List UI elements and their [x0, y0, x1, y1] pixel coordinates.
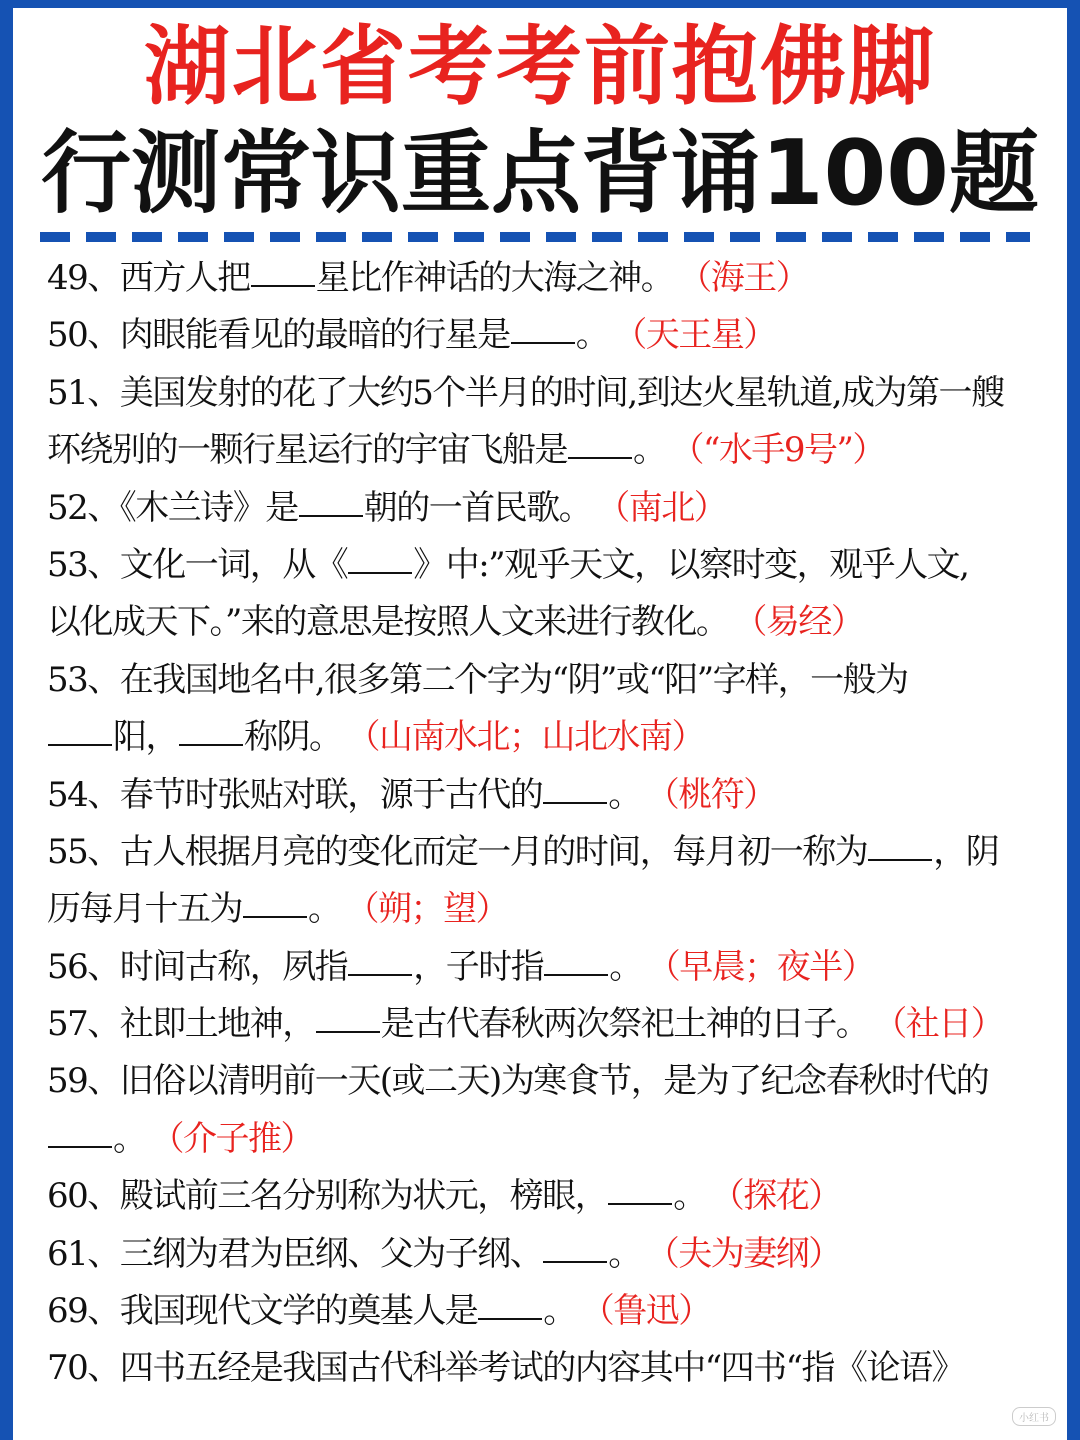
question-line: 53、在我国地名中,很多第二个字为“阴”或“阳”字样，一般为 [47, 659, 908, 700]
answer-text: （夫为妻纲） [662, 1233, 841, 1274]
question-line: 50、肉眼能看见的最暗的行星是 。 （天王星） [47, 315, 776, 356]
question-line: 历每月十五为 。 （朔；望） [47, 889, 508, 930]
dashed-divider [40, 232, 1030, 242]
question-line: 70、四书五经是我国古代科举考试的内容其中“四书“指《论语》 [47, 1348, 965, 1389]
answer-text: （南北） [613, 487, 727, 528]
answer-text: （鲁迅） [597, 1291, 711, 1332]
question-line: 56、时间古称，夙指 ，子时指 。 （早晨；夜半） [47, 946, 875, 987]
question-line: 57、社即土地神， 是古代春秋两次祭祀土神的日子。 （社日） [47, 1004, 1004, 1045]
answer-blank [299, 513, 363, 517]
question-line: 55、古人根据月亮的变化而定一月的时间，每月初一称为 ，阴 [47, 831, 999, 872]
answer-text: （朔；望） [362, 889, 508, 930]
answer-blank [348, 972, 412, 976]
answer-text: （桃符） [662, 774, 776, 815]
answer-blank [543, 800, 607, 804]
answer-text: （介子推） [167, 1118, 313, 1159]
answer-text: （易经） [750, 602, 864, 643]
question-line: 51、美国发射的花了大约5个半月的时间,到达火星轨道,成为第一艘 [47, 372, 1004, 413]
question-line: 以化成天下。”来的意思是按照人文来进行教化。 （易经） [47, 602, 864, 643]
answer-text: （探花） [727, 1176, 841, 1217]
question-line: 69、我国现代文学的奠基人是 。 （鲁迅） [47, 1291, 711, 1332]
answer-blank [478, 1316, 542, 1320]
question-line: 59、旧俗以清明前一天(或二天)为寒食节，是为了纪念春秋时代的 [47, 1061, 989, 1102]
answer-blank [243, 914, 307, 918]
question-line: 61、三纲为君为臣纲、父为子纲、 。 （夫为妻纲） [47, 1233, 841, 1274]
answer-blank [568, 455, 632, 459]
question-line: 阳， 称阴。 （山南水北；山北水南） [47, 709, 1047, 766]
title-line-1: 湖北省考考前抱佛脚 [144, 17, 936, 117]
question-line: 49、西方人把 星比作神话的大海之神。 （海王） [47, 258, 809, 298]
answer-blank [868, 857, 932, 861]
question-line: 。 （介子推） [47, 1111, 1047, 1168]
question-list [47, 250, 1047, 1398]
watermark-logo: 小红书 [1012, 1407, 1056, 1426]
answer-blank [511, 340, 575, 344]
answer-blank [251, 283, 315, 287]
answer-blank [179, 742, 243, 746]
answer-text: （海王） [695, 258, 809, 298]
answer-blank [48, 742, 112, 746]
answer-blank [348, 570, 412, 574]
answer-blank [608, 1201, 672, 1205]
answer-text: （社日） [890, 1004, 1004, 1045]
answer-blank [544, 972, 608, 976]
question-line: 60、殿试前三名分别称为状元，榜眼， 。 （探花） [47, 1176, 841, 1217]
answer-blank [48, 1144, 112, 1148]
question-line: 54、春节时张贴对联，源于古代的 。 （桃符） [47, 774, 776, 815]
title-line-2: 行测常识重点背诵100题 [41, 121, 1039, 226]
answer-text: （“水手9号”） [687, 430, 885, 471]
question-line: 52、《木兰诗》是 朝的一首民歌。 （南北） [47, 487, 727, 528]
question-line: 环绕别的一颗行星运行的宇宙飞船是 。 （“水手9号”） [47, 430, 885, 471]
answer-text: （天王星） [630, 315, 776, 356]
question-line: 53、文化一词，从《 》中:”观乎天文，以察时变，观乎人文, [47, 544, 969, 585]
answer-blank [543, 1259, 607, 1263]
answer-blank [316, 1029, 380, 1033]
answer-text: （早晨；夜半） [663, 946, 875, 987]
answer-text: （山南水北；山北水南） [363, 717, 704, 758]
